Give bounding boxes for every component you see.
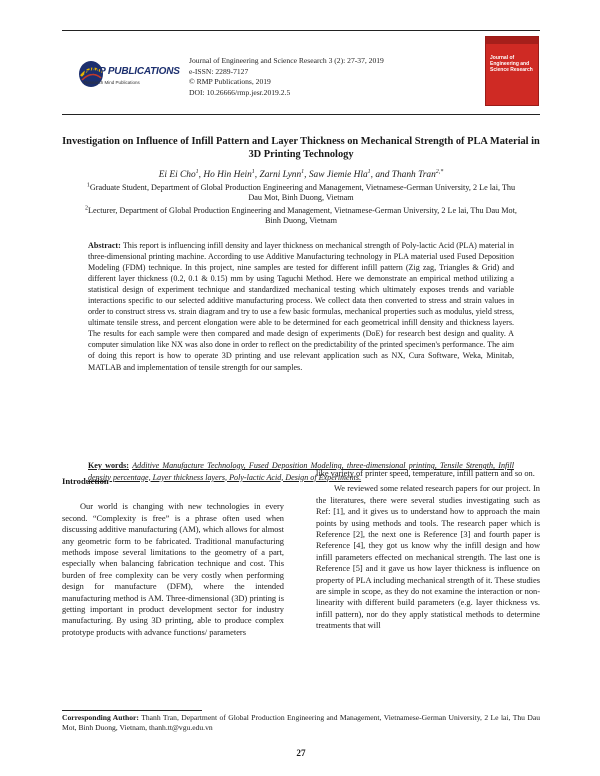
paragraph: Our world is changing with new technologies in every second. “Complexity is free” is a phrase often used when discussing additive manufacturing (AM), which allows for almost any geometric form to be fabricated. Traditional manufacturing methods impose several limitations to the geometry of a part, especially when balancing fabrication technique and cost. This burden of free complexity can be very costly when performing design for manufacture (DFM), where the intended manufacturing method is AM. Three-dimensional (3D) printing is getting important in product development sector for industry manufacturing. By using 3D printing, able to produce complex prototype products with advance functions/ parameters bbox=[62, 502, 284, 637]
author-list: Ei Ei Cho$^1$, Ho Hin Hein$^1$, Zarni Lynn$^1$, Saw Jiemie Hla$^1$, and Thanh Tran$^{2,*}$ bbox=[158, 168, 444, 180]
author-name: Ho Hin Hein bbox=[203, 170, 252, 180]
corresponding-label: Corresponding Author: bbox=[62, 713, 139, 722]
section-heading: Introduction bbox=[62, 476, 109, 486]
corresponding-author bbox=[62, 713, 540, 733]
column-left bbox=[62, 476, 284, 638]
affiliation-text: Lecturer, Department of Global Production Engineering and Management, Vietnamese-German University, 2 Le lai, Thu Dau Mot, Binh Duong, Vietnam bbox=[88, 206, 517, 226]
page-number: 27 bbox=[296, 748, 306, 758]
header-bottom-rule bbox=[62, 114, 540, 115]
abstract bbox=[88, 240, 514, 373]
corresponding-text: Thanh Tran, Department of Global Production Engineering and Management, Vietnamese-German University, 2 Le lai, Thu Dau Mot, Binh Duong, Vietnam, thanh.tt@vgu.edu.vn bbox=[62, 713, 540, 732]
affiliation-sup: 2 bbox=[85, 205, 88, 212]
author-sup: 1 bbox=[251, 168, 255, 175]
affiliation-text: Graduate Student, Department of Global Production Engineering and Management, Vietnamese-German University, 2 Le lai, Thu Dau Mot, Binh Duong, Vietnam bbox=[89, 183, 516, 203]
keywords-text: Additive Manufacture Technology, Fused Deposition Modeling, three-dimensional printing, Tensile Strength, Infill density percentage, Layer thickness layers, Poly-lactic Acid, Design of Experiments. bbox=[88, 461, 514, 482]
paper-title: Investigation on Influence of Infill Pattern and Layer Thickness on Mechanical Strength of PLA Material in 3D Printing Technology bbox=[62, 136, 540, 160]
author-sup: 2,* bbox=[435, 168, 444, 175]
logo-subtext: Research Mind Publications bbox=[84, 80, 140, 85]
logo-text: RMP PUBLICATIONS bbox=[84, 66, 180, 77]
paragraph: We reviewed some related research papers for our project. In the literatures, there were several studies investigating such as Ref: [1], and it gives us to understand how to approach the main points by using methods and tools. The research paper which is Reference [2], the next one is Reference [3] and fourth paper is Reference [4], they got us know why the infill design and how infill parameters effected on mechanical strength. The last one is Reference [5] and it gave us how layer thickness is influence on property of PLA including mechanical strength of it. These studies are simple in scope, as they do not examine the interaction or non-linearity with different build parameters (e.g. layer thickness vs. infill pattern), nor do they apply statistical methods to determine treatments that will bbox=[316, 484, 540, 631]
author-name: Ei Ei Cho bbox=[158, 170, 196, 180]
author-name: Zarni Lynn bbox=[259, 170, 302, 180]
author-name: and Thanh Tran bbox=[375, 170, 436, 180]
affiliation-2 bbox=[80, 206, 522, 227]
journal-line: e-ISSN: 2289-7127 bbox=[189, 66, 249, 76]
footnote-rule bbox=[62, 710, 202, 711]
paragraph-continued: like variety of printer speed, temperature, infill pattern and so on. bbox=[316, 469, 535, 478]
journal-info bbox=[189, 56, 384, 98]
doi-line: DOI: 10.26666/rmp.jesr.2019.2.5 bbox=[189, 87, 291, 97]
journal-line: © RMP Publications, 2019 bbox=[189, 77, 271, 87]
author-sup: 1 bbox=[195, 168, 199, 175]
abstract-text: This report is influencing infill density and layer thickness on mechanical strength of Poly-lactic Acid (PLA) material in three-dimensional printing machine. According to use Additive Manufacturing technology in PLA material used Fused Deposition Modeling (FDM) technique. In this project, nine samples are tested for different infill pattern (Zig zag, Triangles & Grid) and different layer thickness (0.2, 0.1 & 0.15) mm by using Taguchi Method. Here we demonstrate an empirical method utilizing a statistical design of experiment technique and standardized mechanical testing which ultimately exposes trends and variable interactions specific to our selected additive manufacturing process. We collect data then converted to stress and strain values in order to construct stress vs. strain diagram and try to use a few basic formulas, mechanical properties such as modulus, yield stress, ultimate tensile stress, and percent elongation were able to be determined for each geometrical infill density and thickness layers. The results for each sample were then compared and made design of experiments (DoE) for research best design and quality. A computer simulation like NX was also done in order to reflect on the predictability of the printed specimen's performance. The aim of doing this report is how to operate 3D printing and use relevant application such as NX, Cura Software, Weka, Minitab, MATLAB and implementation of tensile strength for our samples. bbox=[88, 241, 514, 372]
author-name: Saw Jiemie Hla bbox=[308, 170, 368, 180]
column-right bbox=[316, 468, 540, 632]
journal-cover-thumbnail bbox=[485, 36, 539, 106]
cover-title: Journal of Engineering and Science Research bbox=[490, 55, 533, 73]
journal-header bbox=[62, 30, 540, 110]
abstract-label: Abstract: bbox=[88, 241, 121, 250]
author-sup: 1 bbox=[367, 168, 371, 175]
keywords-label: Key words: bbox=[88, 461, 129, 470]
cover-bar bbox=[486, 37, 538, 44]
journal-line: Journal of Engineering and Science Research 3 (2): 27-37, 2019 bbox=[189, 56, 384, 65]
affiliation-1 bbox=[80, 183, 522, 204]
author-sup: 1 bbox=[301, 168, 305, 175]
affiliation-sup: 1 bbox=[86, 182, 90, 189]
